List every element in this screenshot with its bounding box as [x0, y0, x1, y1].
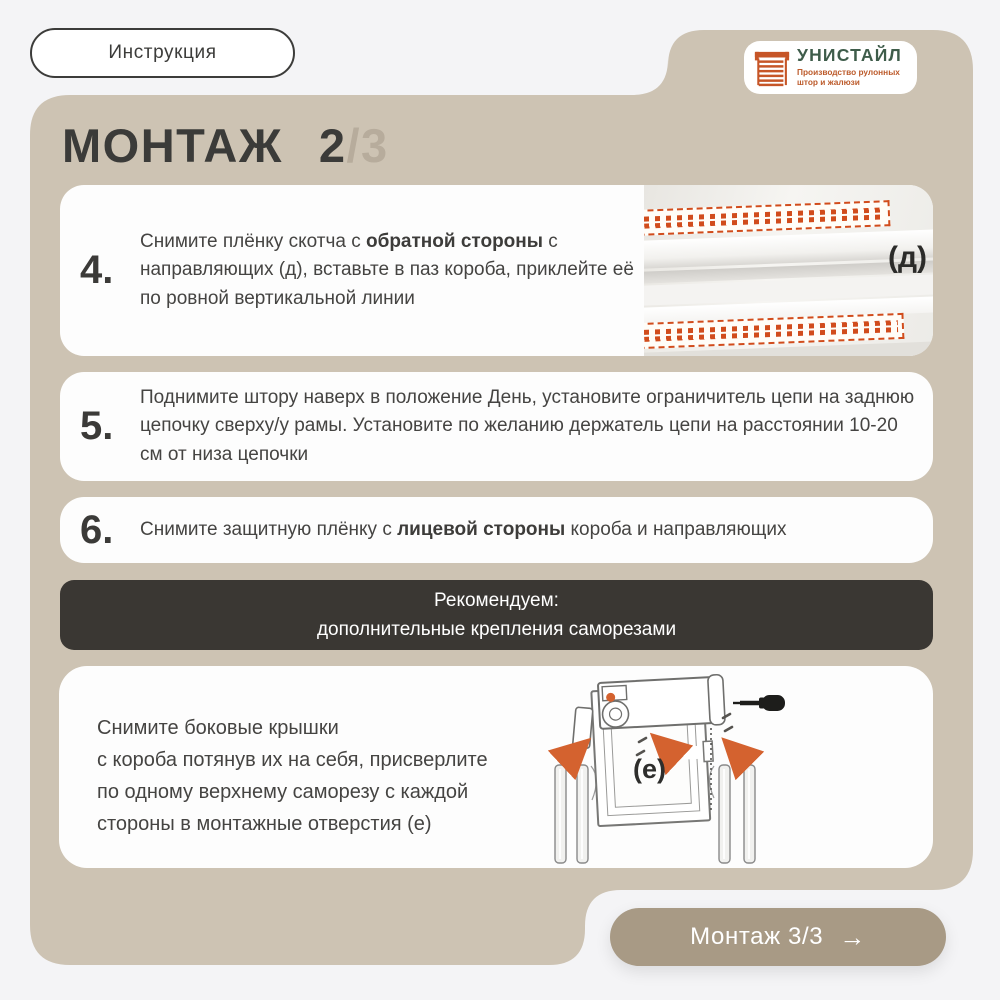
- final-step-line4: стороны в монтажные отверстия (е): [97, 813, 432, 835]
- next-page-button[interactable]: [610, 908, 946, 966]
- instruction-badge[interactable]: [30, 28, 295, 78]
- final-step-line1: Снимите боковые крышки: [97, 717, 339, 739]
- step-6-text-after: короба и направляющих: [565, 518, 787, 540]
- recommendation-line1: Рекомендуем:: [434, 589, 559, 611]
- page-title: [62, 118, 389, 173]
- blinds-icon: [753, 49, 791, 87]
- final-step-text: [97, 712, 488, 840]
- rails-photo-label: (д): [887, 241, 927, 274]
- step-4-text: [140, 228, 648, 314]
- step-5-card: [60, 372, 933, 481]
- step-5-number: 5.: [80, 404, 114, 448]
- adhesive-tape-strip-top: [644, 200, 890, 236]
- diagram-label: (e): [633, 754, 666, 784]
- step-4-text-before: Снимите плёнку скотча с: [140, 230, 366, 252]
- step-6-card: [60, 497, 933, 563]
- title-text: МОНТАЖ: [62, 119, 283, 172]
- step-6-text: [140, 516, 922, 545]
- instruction-badge-label: Инструкция: [108, 42, 217, 63]
- mounting-diagram: [547, 670, 792, 866]
- brand-tagline-line1: Производство рулонных: [797, 66, 900, 77]
- final-step-line3: по одному верхнему саморезу с каждой: [97, 781, 469, 803]
- step-6-text-before: Снимите защитную плёнку с: [140, 518, 398, 540]
- rails-photo: [644, 185, 933, 356]
- step-6-text-bold: лицевой стороны: [397, 518, 566, 540]
- next-page-label: Монтаж 3/3: [690, 923, 824, 950]
- page-current: 2: [318, 119, 347, 172]
- page-total: /3: [346, 119, 389, 172]
- step-4-text-after: с направляющих (д), вставьте в паз короба, приклейте её по ровной вертикальной линии: [140, 230, 634, 309]
- final-step-line2: с короба потянув их на себя, присверлите: [97, 749, 488, 771]
- brand-text: [797, 47, 902, 87]
- step-4-card: [60, 185, 933, 356]
- page-indicator: [319, 118, 389, 173]
- step-4-number: 4.: [80, 248, 114, 292]
- step-4-text-bold: обратной стороны: [365, 230, 543, 252]
- recommendation-bar: [60, 580, 933, 650]
- screwdriver-icon: [733, 695, 785, 711]
- step-5-text: Поднимите штору наверх в положение День, установите ограничитель цепи на заднюю цепочку сверху/у рамы. Установите по желанию держатель цепи на расстоянии 10-20 см от низа цепочки: [140, 386, 915, 465]
- arrow-right-icon: →: [839, 922, 866, 952]
- brand-tagline-line2: штор и жалюзи: [797, 77, 860, 88]
- final-step-card: [59, 666, 933, 868]
- recommendation-line2: дополнительные крепления саморезами: [316, 619, 677, 640]
- step-6-number: 6.: [80, 507, 114, 552]
- brand-logo: [744, 41, 917, 94]
- brand-name: УНИСТАЙЛ: [797, 45, 902, 66]
